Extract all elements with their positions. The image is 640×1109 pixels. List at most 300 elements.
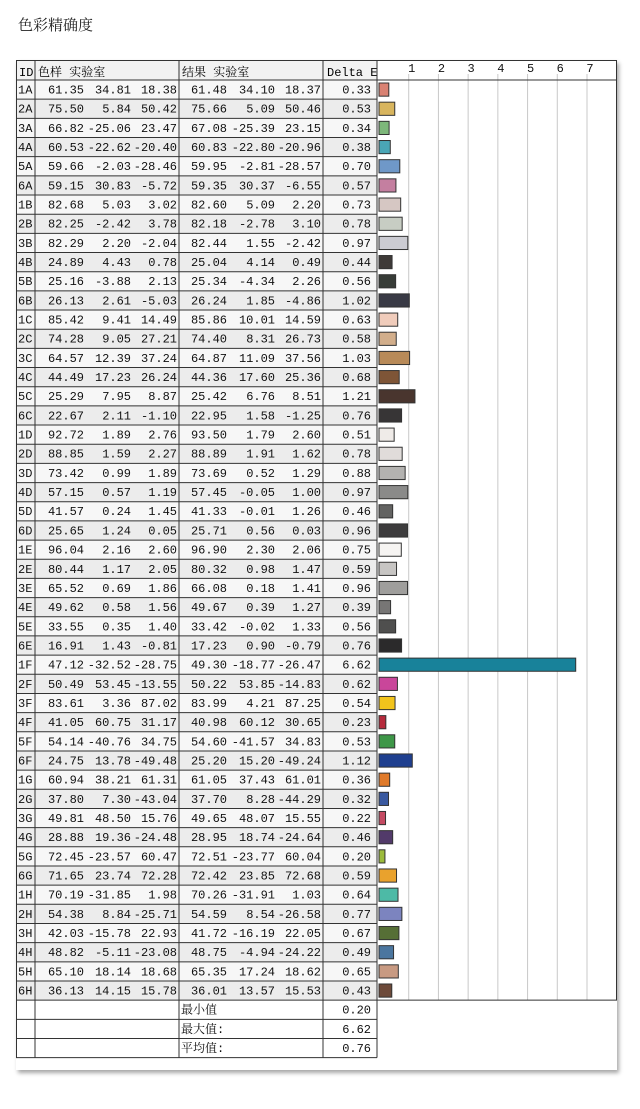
reference-lab-value: 26.13: [47, 294, 84, 309]
result-lab-value: 61.05: [190, 773, 227, 788]
reference-lab-value: 48.82: [47, 946, 84, 961]
patch-id: 3A: [18, 121, 33, 136]
reference-lab-value: 71.65: [47, 869, 84, 884]
reference-lab-value: 60.47: [140, 850, 177, 865]
result-lab-value: 1.26: [292, 505, 321, 520]
delta-e-bar: [379, 620, 396, 633]
reference-lab-value: 7.30: [102, 792, 131, 807]
result-lab-value: 26.24: [190, 294, 227, 309]
reference-lab-value: -43.04: [133, 792, 177, 807]
result-lab-value: 2.20: [292, 198, 321, 213]
patch-id: 5H: [18, 965, 33, 980]
reference-lab-value: 37.24: [140, 351, 177, 366]
result-lab-value: -14.83: [277, 677, 321, 692]
reference-lab-value: 80.44: [47, 562, 84, 577]
result-lab-value: -1.25: [284, 409, 321, 424]
result-lab-value: 65.35: [190, 965, 227, 980]
reference-lab-value: 2.61: [102, 294, 131, 309]
result-lab-value: -18.77: [231, 658, 275, 673]
reference-lab-value: 1.86: [148, 581, 177, 596]
patch-id: 4C: [18, 371, 33, 386]
result-lab-value: -31.91: [231, 888, 275, 903]
summary-value: 6.62: [342, 1022, 371, 1037]
delta-e-value: 0.59: [342, 562, 371, 577]
result-lab-value: 4.14: [246, 256, 275, 271]
reference-lab-value: 70.19: [47, 888, 84, 903]
result-lab-value: 23.85: [238, 869, 275, 884]
result-lab-value: 18.62: [284, 965, 321, 980]
delta-e-value: 0.46: [342, 831, 371, 846]
result-lab-value: 10.01: [238, 313, 275, 328]
delta-e-value: 0.56: [342, 620, 371, 635]
reference-lab-value: 5.84: [102, 102, 131, 117]
result-lab-value: 25.42: [190, 390, 227, 405]
reference-lab-value: 30.83: [94, 179, 131, 194]
reference-lab-value: -2.04: [140, 236, 177, 251]
result-lab-value: 1.03: [292, 888, 321, 903]
page-title: 色彩精确度: [18, 16, 94, 34]
reference-lab-value: 2.60: [148, 543, 177, 558]
reference-lab-value: -25.71: [133, 907, 177, 922]
reference-lab-value: 64.57: [47, 351, 84, 366]
reference-lab-value: 22.93: [140, 926, 177, 941]
reference-lab-value: 8.84: [102, 907, 131, 922]
reference-lab-value: 34.75: [140, 735, 177, 750]
reference-lab-value: 82.68: [47, 198, 84, 213]
patch-id: 4G: [18, 831, 33, 846]
result-lab-value: 25.04: [190, 256, 227, 271]
result-lab-value: 15.20: [238, 754, 275, 769]
delta-e-value: 0.36: [342, 773, 371, 788]
reference-lab-value: -22.62: [87, 141, 131, 156]
reference-lab-value: 28.88: [47, 831, 84, 846]
result-lab-value: 34.10: [238, 83, 275, 98]
patch-id: 3G: [18, 811, 33, 826]
result-lab-value: 8.28: [246, 792, 275, 807]
delta-e-value: 0.97: [342, 236, 371, 251]
result-lab-value: 73.69: [190, 466, 227, 481]
result-lab-value: 60.12: [238, 716, 275, 731]
summary-value: 0.20: [342, 1003, 371, 1018]
result-lab-value: 49.30: [190, 658, 227, 673]
result-lab-value: -0.79: [284, 639, 321, 654]
color-accuracy-report: [16, 60, 617, 1070]
result-lab-value: -28.57: [277, 160, 321, 175]
result-lab-value: -23.77: [231, 850, 275, 865]
reference-lab-value: 60.94: [47, 773, 84, 788]
reference-lab-value: 15.78: [140, 984, 177, 999]
delta-e-bar: [379, 907, 402, 920]
reference-lab-value: 14.15: [94, 984, 131, 999]
reference-lab-value: 2.13: [148, 275, 177, 290]
reference-lab-value: -28.75: [133, 658, 177, 673]
result-lab-value: 8.54: [246, 907, 275, 922]
reference-lab-value: 0.78: [148, 256, 177, 271]
result-lab-value: 18.74: [238, 831, 275, 846]
result-lab-value: 61.48: [190, 83, 227, 98]
delta-e-value: 0.96: [342, 581, 371, 596]
reference-lab-value: -23.08: [133, 946, 177, 961]
result-lab-value: 17.24: [238, 965, 275, 980]
delta-e-bar: [379, 121, 389, 134]
delta-e-bar: [379, 926, 399, 939]
result-lab-value: 48.07: [238, 811, 275, 826]
patch-id: 2G: [18, 792, 33, 807]
result-lab-value: 8.51: [292, 390, 321, 405]
tick-label: 4: [497, 62, 505, 76]
patch-id: 1D: [18, 428, 33, 443]
reference-lab-value: -20.40: [133, 141, 177, 156]
reference-lab-value: 47.12: [47, 658, 84, 673]
reference-lab-value: 31.17: [140, 716, 177, 731]
delta-e-value: 0.88: [342, 466, 371, 481]
delta-e-bar: [379, 428, 394, 441]
patch-id: 5B: [18, 275, 33, 290]
reference-lab-value: 87.02: [140, 696, 177, 711]
patch-id: 5A: [18, 160, 33, 175]
reference-lab-value: 1.24: [102, 524, 131, 539]
header-reference-lab: 色样 实验室: [38, 66, 106, 80]
delta-e-bar: [379, 102, 395, 115]
result-lab-value: 54.60: [190, 735, 227, 750]
reference-lab-value: 18.14: [94, 965, 131, 980]
reference-lab-value: 22.67: [47, 409, 84, 424]
result-lab-value: 25.34: [190, 275, 227, 290]
result-lab-value: -2.78: [238, 217, 275, 232]
reference-lab-value: 25.65: [47, 524, 84, 539]
result-lab-value: 1.33: [292, 620, 321, 635]
result-lab-value: 50.46: [284, 102, 321, 117]
result-lab-value: 37.43: [238, 773, 275, 788]
reference-lab-value: 60.53: [47, 141, 84, 156]
result-lab-value: 1.55: [246, 236, 275, 251]
delta-e-bar: [379, 850, 385, 863]
reference-lab-value: 48.50: [94, 811, 131, 826]
result-lab-value: 3.10: [292, 217, 321, 232]
patch-id: 1E: [18, 543, 33, 558]
delta-e-value: 0.96: [342, 524, 371, 539]
reference-lab-value: 50.42: [140, 102, 177, 117]
delta-e-bar: [379, 773, 390, 786]
result-lab-value: 75.66: [190, 102, 227, 117]
reference-lab-value: 65.52: [47, 581, 84, 596]
reference-lab-value: 54.14: [47, 735, 84, 750]
result-lab-value: 37.70: [190, 792, 227, 807]
result-lab-value: 41.72: [190, 926, 227, 941]
delta-e-bar: [379, 831, 393, 844]
result-lab-value: -41.57: [231, 735, 275, 750]
reference-lab-value: -2.03: [94, 160, 131, 175]
reference-lab-value: 53.45: [94, 677, 131, 692]
delta-e-bar: [379, 562, 397, 575]
result-lab-value: 70.26: [190, 888, 227, 903]
patch-id: 6A: [18, 179, 33, 194]
patch-id: 4F: [18, 716, 33, 731]
delta-e-value: 0.78: [342, 217, 371, 232]
result-lab-value: 2.26: [292, 275, 321, 290]
result-lab-value: 18.37: [284, 83, 321, 98]
delta-e-value: 0.49: [342, 946, 371, 961]
patch-id: 2C: [18, 332, 33, 347]
reference-lab-value: 37.80: [47, 792, 84, 807]
patch-id: 6E: [18, 639, 33, 654]
result-lab-value: 22.05: [284, 926, 321, 941]
reference-lab-value: 17.23: [94, 371, 131, 386]
result-lab-value: 57.45: [190, 486, 227, 501]
reference-lab-value: 9.41: [102, 313, 131, 328]
delta-e-value: 0.53: [342, 735, 371, 750]
reference-lab-value: 16.91: [47, 639, 84, 654]
reference-lab-value: 2.11: [102, 409, 131, 424]
result-lab-value: 85.86: [190, 313, 227, 328]
tick-label: 1: [408, 62, 416, 76]
reference-lab-value: 2.16: [102, 543, 131, 558]
patch-id: 6C: [18, 409, 33, 424]
result-lab-value: 59.95: [190, 160, 227, 175]
delta-e-bar: [379, 658, 576, 671]
result-lab-value: 28.95: [190, 831, 227, 846]
patch-id: 2E: [18, 562, 33, 577]
delta-e-value: 0.76: [342, 409, 371, 424]
reference-lab-value: 72.28: [140, 869, 177, 884]
result-lab-value: 1.41: [292, 581, 321, 596]
result-lab-value: -24.64: [277, 831, 321, 846]
result-lab-value: 72.68: [284, 869, 321, 884]
delta-e-value: 0.76: [342, 639, 371, 654]
header-id: ID: [19, 66, 34, 80]
delta-e-bar: [379, 294, 409, 307]
delta-e-value: 1.03: [342, 351, 371, 366]
reference-lab-value: -1.10: [140, 409, 177, 424]
reference-lab-value: 74.28: [47, 332, 84, 347]
delta-e-bar: [379, 639, 402, 652]
delta-e-value: 0.73: [342, 198, 371, 213]
reference-lab-value: 3.78: [148, 217, 177, 232]
result-lab-value: -49.24: [277, 754, 321, 769]
delta-e-value: 0.70: [342, 160, 371, 175]
patch-id: 3H: [18, 926, 33, 941]
reference-lab-value: 7.95: [102, 390, 131, 405]
summary-label: 最小值: [181, 1003, 218, 1018]
delta-e-value: 0.51: [342, 428, 371, 443]
patch-id: 4D: [18, 486, 33, 501]
patch-id: 2D: [18, 447, 33, 462]
delta-e-value: 6.62: [342, 658, 371, 673]
reference-lab-value: 24.89: [47, 256, 84, 271]
reference-lab-value: 23.47: [140, 121, 177, 136]
reference-lab-value: 24.75: [47, 754, 84, 769]
reference-lab-value: -32.52: [87, 658, 131, 673]
reference-lab-value: -3.88: [94, 275, 131, 290]
delta-e-value: 0.58: [342, 332, 371, 347]
delta-e-value: 0.23: [342, 716, 371, 731]
result-lab-value: -26.47: [277, 658, 321, 673]
reference-lab-value: 33.55: [47, 620, 84, 635]
reference-lab-value: 38.21: [94, 773, 131, 788]
result-lab-value: 30.65: [284, 716, 321, 731]
result-lab-value: 83.99: [190, 696, 227, 711]
result-lab-value: 0.18: [246, 581, 275, 596]
delta-e-bar: [379, 447, 402, 460]
result-lab-value: 22.95: [190, 409, 227, 424]
result-lab-value: -6.55: [284, 179, 321, 194]
delta-e-value: 0.34: [342, 121, 371, 136]
patch-id: 3C: [18, 351, 33, 366]
delta-e-value: 0.77: [342, 907, 371, 922]
reference-lab-value: 3.36: [102, 696, 131, 711]
result-lab-value: 1.47: [292, 562, 321, 577]
reference-lab-value: -5.03: [140, 294, 177, 309]
reference-lab-value: 0.05: [148, 524, 177, 539]
reference-lab-value: 2.76: [148, 428, 177, 443]
patch-id: 4H: [18, 946, 33, 961]
delta-e-value: 0.63: [342, 313, 371, 328]
delta-e-bar: [379, 275, 396, 288]
patch-id: 1B: [18, 198, 33, 213]
summary-label: 平均值:: [181, 1042, 225, 1056]
result-lab-value: -44.29: [277, 792, 321, 807]
delta-e-bar: [379, 888, 398, 901]
reference-lab-value: 49.81: [47, 811, 84, 826]
delta-e-value: 0.43: [342, 984, 371, 999]
patch-id: 2H: [18, 907, 33, 922]
delta-e-bar: [379, 735, 395, 748]
reference-lab-value: 1.19: [148, 486, 177, 501]
patch-id: 1G: [18, 773, 33, 788]
delta-e-value: 0.62: [342, 677, 371, 692]
delta-e-value: 0.54: [342, 696, 371, 711]
result-lab-value: 1.27: [292, 601, 321, 616]
reference-lab-value: -15.78: [87, 926, 131, 941]
patch-id: 5E: [18, 620, 33, 635]
patch-id: 2B: [18, 217, 33, 232]
patch-id: 4E: [18, 601, 33, 616]
delta-e-bar: [379, 466, 405, 479]
patch-id: 5C: [18, 390, 33, 405]
delta-e-value: 0.65: [342, 965, 371, 980]
reference-lab-value: 0.69: [102, 581, 131, 596]
delta-e-value: 0.20: [342, 850, 371, 865]
delta-e-bar: [379, 256, 392, 269]
reference-lab-value: 9.05: [102, 332, 131, 347]
reference-lab-value: 41.57: [47, 505, 84, 520]
patch-id: 1C: [18, 313, 33, 328]
result-lab-value: -0.02: [238, 620, 275, 635]
result-lab-value: 30.37: [238, 179, 275, 194]
result-lab-value: 17.60: [238, 371, 275, 386]
reference-lab-value: 75.50: [47, 102, 84, 117]
result-lab-value: 72.51: [190, 850, 227, 865]
result-lab-value: 0.39: [246, 601, 275, 616]
result-lab-value: 15.55: [284, 811, 321, 826]
reference-lab-value: -28.46: [133, 160, 177, 175]
result-lab-value: -4.34: [238, 275, 275, 290]
reference-lab-value: 65.10: [47, 965, 84, 980]
reference-lab-value: 0.35: [102, 620, 131, 635]
patch-id: 2F: [18, 677, 33, 692]
patch-id: 3E: [18, 581, 33, 596]
delta-e-value: 0.56: [342, 275, 371, 290]
delta-e-value: 0.46: [342, 505, 371, 520]
result-lab-value: 93.50: [190, 428, 227, 443]
result-lab-value: 4.21: [246, 696, 275, 711]
tick-label: 3: [467, 62, 475, 76]
reference-lab-value: 59.66: [47, 160, 84, 175]
result-lab-value: 49.65: [190, 811, 227, 826]
result-lab-value: -20.96: [277, 141, 321, 156]
header-delta-e: Delta E: [327, 66, 378, 80]
reference-lab-value: -5.11: [94, 946, 131, 961]
reference-lab-value: 36.13: [47, 984, 84, 999]
delta-e-value: 0.68: [342, 371, 371, 386]
result-lab-value: 64.87: [190, 351, 227, 366]
reference-lab-value: 2.05: [148, 562, 177, 577]
result-lab-value: 82.44: [190, 236, 227, 251]
reference-lab-value: 5.03: [102, 198, 131, 213]
reference-lab-value: -13.55: [133, 677, 177, 692]
reference-lab-value: 4.43: [102, 256, 131, 271]
patch-id: 1F: [18, 658, 33, 673]
result-lab-value: 25.20: [190, 754, 227, 769]
delta-e-bar: [379, 965, 398, 978]
reference-lab-value: -5.72: [140, 179, 177, 194]
reference-lab-value: 54.38: [47, 907, 84, 922]
patch-id: 5F: [18, 735, 33, 750]
delta-e-value: 0.57: [342, 179, 371, 194]
result-lab-value: 40.98: [190, 716, 227, 731]
reference-lab-value: 92.72: [47, 428, 84, 443]
result-lab-value: 60.83: [190, 141, 227, 156]
result-lab-value: 88.89: [190, 447, 227, 462]
result-lab-value: 26.73: [284, 332, 321, 347]
reference-lab-value: 25.16: [47, 275, 84, 290]
delta-e-bar: [379, 179, 396, 192]
delta-e-value: 0.97: [342, 486, 371, 501]
reference-lab-value: 50.49: [47, 677, 84, 692]
result-lab-value: 96.90: [190, 543, 227, 558]
reference-lab-value: 0.57: [102, 486, 131, 501]
patch-id: 4A: [18, 141, 33, 156]
result-lab-value: 2.30: [246, 543, 275, 558]
result-lab-value: 82.18: [190, 217, 227, 232]
result-lab-value: 15.53: [284, 984, 321, 999]
result-lab-value: 33.42: [190, 620, 227, 635]
patch-id: 6H: [18, 984, 33, 999]
reference-lab-value: 1.56: [148, 601, 177, 616]
reference-lab-value: 1.40: [148, 620, 177, 635]
delta-e-bar: [379, 946, 394, 959]
result-lab-value: -25.39: [231, 121, 275, 136]
reference-lab-value: 82.29: [47, 236, 84, 251]
reference-lab-value: 1.98: [148, 888, 177, 903]
result-lab-value: 0.56: [246, 524, 275, 539]
reference-lab-value: -25.06: [87, 121, 131, 136]
table-cells: [18, 84, 371, 1057]
result-lab-value: 14.59: [284, 313, 321, 328]
result-lab-value: 50.22: [190, 677, 227, 692]
reference-lab-value: 1.89: [148, 466, 177, 481]
reference-lab-value: 27.21: [140, 332, 177, 347]
delta-e-bar: [379, 198, 401, 211]
reference-lab-value: -0.81: [140, 639, 177, 654]
delta-e-bar: [379, 332, 396, 345]
result-lab-value: 67.08: [190, 121, 227, 136]
reference-lab-value: 59.15: [47, 179, 84, 194]
delta-e-bar: [379, 217, 402, 230]
patch-id: 2A: [18, 102, 33, 117]
reference-lab-value: 61.35: [47, 83, 84, 98]
result-lab-value: 1.29: [292, 466, 321, 481]
